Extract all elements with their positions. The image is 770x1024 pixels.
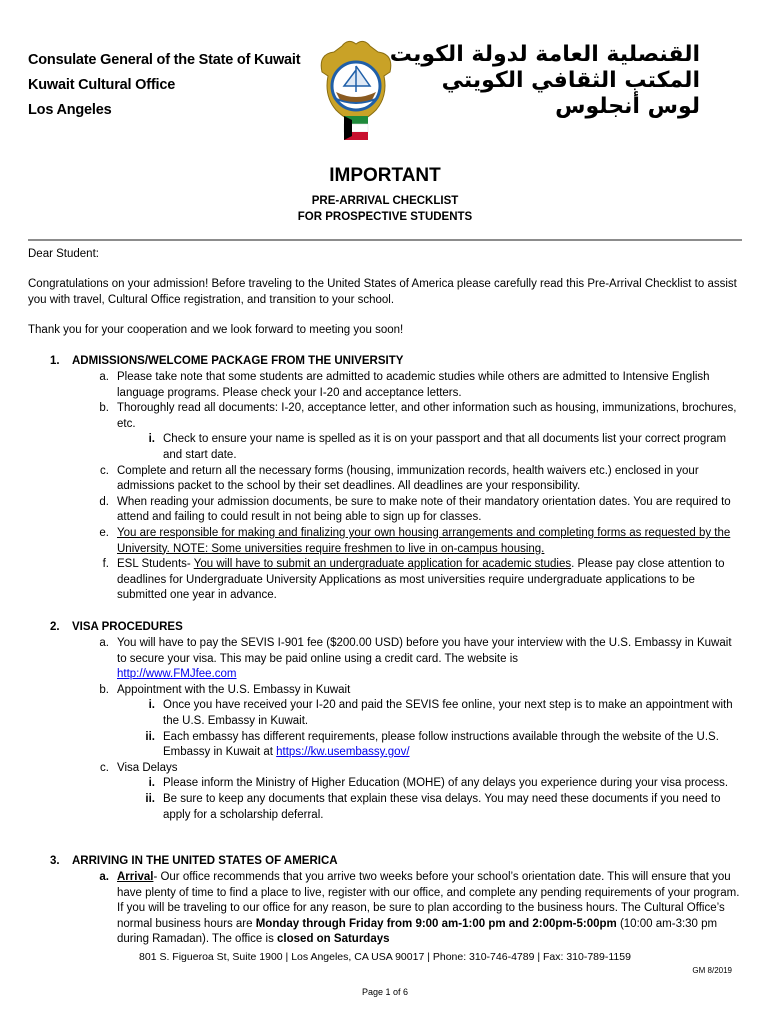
header-ar-line3: لوس أنجلوس [555, 94, 700, 119]
intro-paragraph: Congratulations on your admission! Before traveling to the United States of America please carefully read this Pre-Arrival Checklist to assist you with travel, Cultural Office registration, and transition to your school. [28, 278, 737, 306]
subtitle-students: FOR PROSPECTIVE STUDENTS [297, 211, 473, 223]
header-divider [28, 239, 742, 241]
section-2-list [99, 636, 743, 823]
section-title: ARRIVING IN THE UNITED STATES OF AMERICA [72, 855, 338, 867]
list-item: i. Once you have received your I-20 and paid the SEVIS fee online, your next step is to make an appointment with the U.S. Embassy in Kuwait. [148, 699, 733, 727]
list-item: i. Please inform the Ministry of Higher Education (MOHE) of any delays you experience during your visa process. [148, 777, 729, 790]
page-number: Page 1 of 6 [361, 987, 409, 997]
list-item: ii. Each embassy has different requirements, please follow instructions available through the website of the U.S. Embassy in Kuwait at https://kw.usembassy.gov/ [145, 730, 719, 759]
list-item: e. You are responsible for making and finalizing your own housing arrangements and completing forms as requested by the University. NOTE: Some universities require freshmen to live in on-campus housing. [99, 526, 731, 555]
section-number: 2. [50, 621, 60, 633]
header-en-line3: Los Angeles [28, 102, 112, 118]
fmjfee-link[interactable]: http://www.FMJfee.com [117, 668, 237, 681]
header-en-line2: Kuwait Cultural Office [28, 77, 176, 93]
section-1-list [99, 370, 743, 604]
list-item: i. Check to ensure your name is spelled as it is on your passport and that all documents list your correct program and start date. [148, 433, 727, 461]
kuwait-emblem-icon [314, 36, 398, 142]
section-number: 1. [50, 355, 60, 367]
thanks-paragraph: Thank you for your cooperation and we look forward to meeting you soon! [28, 324, 404, 336]
header-english [28, 48, 300, 123]
footer-address: 801 S. Figueroa St, Suite 1900 | Los Angeles, CA USA 90017 | Phone: 310-746-4789 | Fax: 310-789-1159 [139, 951, 631, 963]
list-item: c. Complete and return all the necessary forms (housing, immunization records, health waivers etc.) enclosed in your admissions packet to the school by their set deadlines. All deadlines are your responsibility. [100, 464, 699, 493]
header-ar-line2: المكتب الثقافي الكويتي [441, 68, 700, 93]
list-item: c. Visa Delays [100, 761, 178, 774]
list-item: b. Appointment with the U.S. Embassy in Kuwait [99, 683, 351, 696]
section-3-list [99, 870, 743, 948]
list-item: d. When reading your admission documents, be sure to make note of their mandatory orientation dates. You are required to attend and failing to could result in not being able to sign up for classes. [99, 495, 731, 524]
greeting: Dear Student: [28, 248, 99, 260]
section-2-heading [50, 620, 183, 636]
list-item: b. Thoroughly read all documents: I-20, acceptance letter, and other information such as housing, immunizations, brochures, etc. [99, 402, 737, 430]
section-3-heading [50, 854, 338, 870]
us-embassy-link[interactable]: https://kw.usembassy.gov/ [276, 746, 410, 759]
list-item: a. Arrival- Our office recommends that you arrive two weeks before your school’s orientation date. This will ensure that you have plenty of time to find a place to live, register with our office, and complete any pending requirements of your program. If you will be traveling to our office for any reason, be sure to plan according to the business hours. The Cultural Office’s normal business hours are Monday through Friday from 9:00 am-1:00 pm and 2:00pm-5:00pm (10:00 am-3:30 pm during Ramadan). The office is closed on Saturdays [99, 871, 740, 946]
section-1-heading [50, 354, 403, 370]
header-en-line1: Consulate General of the State of Kuwait [28, 52, 301, 68]
page-title: IMPORTANT [329, 165, 441, 186]
subtitle-checklist: PRE-ARRIVAL CHECKLIST [311, 195, 459, 207]
header-ar-line1: القنصلية العامة لدولة الكويت [389, 42, 700, 67]
section-number: 3. [50, 855, 60, 867]
list-item: f. ESL Students- You will have to submit an undergraduate application for academic studies. Please pay close attention to deadlines for Undergraduate University Applications as most universities require undergraduate applications to be submitted one year in advance. [102, 558, 725, 602]
section-title: ADMISSIONS/WELCOME PACKAGE FROM THE UNIVERSITY [72, 355, 404, 367]
list-item: ii. Be sure to keep any documents that explain these visa delays. You may need these documents if you need to apply for a scholarship deferral. [145, 792, 721, 821]
list-item: a. Please take note that some students are admitted to academic studies while others are admitted to Intensive English language programs. Please check your I-20 and acceptance letters. [99, 371, 710, 399]
section-title: VISA PROCEDURES [72, 621, 183, 633]
document-code: GM 8/2019 [692, 966, 732, 975]
header-arabic [390, 42, 700, 120]
list-item: a. You will have to pay the SEVIS I-901 fee ($200.00 USD) before you have your interview with the U.S. Embassy in Kuwait to secure your visa. This may be paid online using a credit card. The website is http://www.FMJfee.com [99, 637, 732, 681]
